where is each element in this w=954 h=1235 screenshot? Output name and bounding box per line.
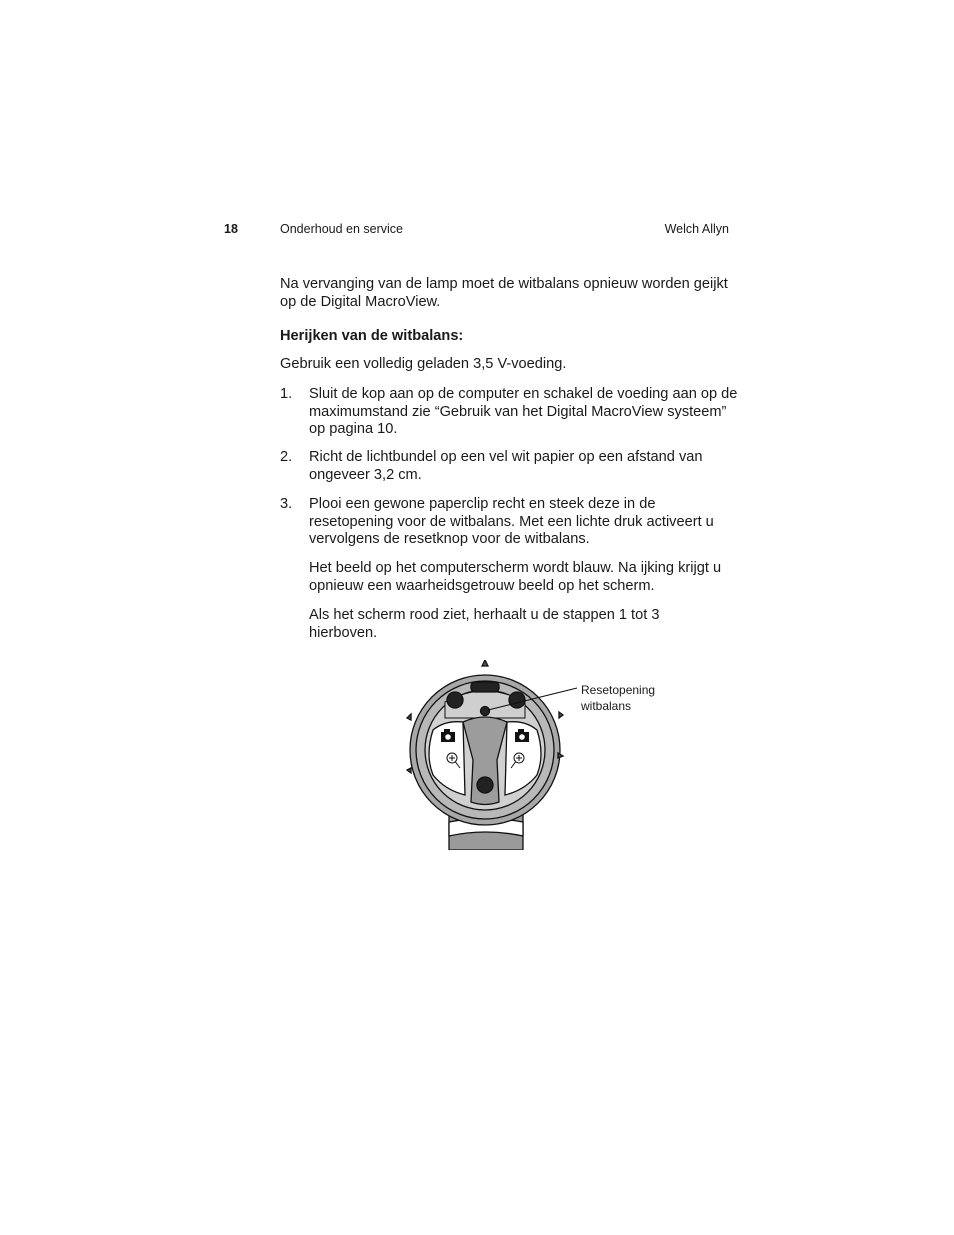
step-number: 3. <box>280 496 293 512</box>
section-title: Onderhoud en service <box>280 222 403 236</box>
follow-up-paragraph-1: Het beeld op het computerscherm wordt blauw. Na ijking krijgt u opnieuw een waarheidsgetrouw beeld op het scherm. <box>309 560 722 594</box>
section-heading: Herijken van de witbalans: <box>280 328 464 344</box>
step-text: Richt de lichtbundel op een vel wit papier op een afstand van ongeveer 3,2 cm. <box>309 449 703 483</box>
callout-line-1: Resetopening <box>581 683 656 697</box>
step-number: 2. <box>280 449 293 465</box>
step-text: Sluit de kop aan op de computer en schakel de voeding aan op de maximumstand zie “Gebruik van het Digital MacroView systeem” op pagina 10. <box>309 386 738 437</box>
reset-hole-callout <box>581 682 701 714</box>
intro-paragraph: Na vervanging van de lamp moet de witbalans opnieuw worden geijkt op de Digital MacroView. <box>280 276 728 310</box>
callout-line-2: witbalans <box>581 699 632 713</box>
brand-name: Welch Allyn <box>664 222 729 236</box>
supply-note: Gebruik een volledig geladen 3,5 V-voeding. <box>280 356 567 372</box>
follow-up-paragraph-2: Als het scherm rood ziet, herhaalt u de stappen 1 tot 3 hierboven. <box>309 607 660 641</box>
step-text: Plooi een gewone paperclip recht en steek deze in de resetopening voor de witbalans. Met een lichte druk activeert u vervolgens de resetknop voor de witbalans. <box>309 496 714 547</box>
page-number: 18 <box>224 222 238 236</box>
step-number: 1. <box>280 386 293 402</box>
